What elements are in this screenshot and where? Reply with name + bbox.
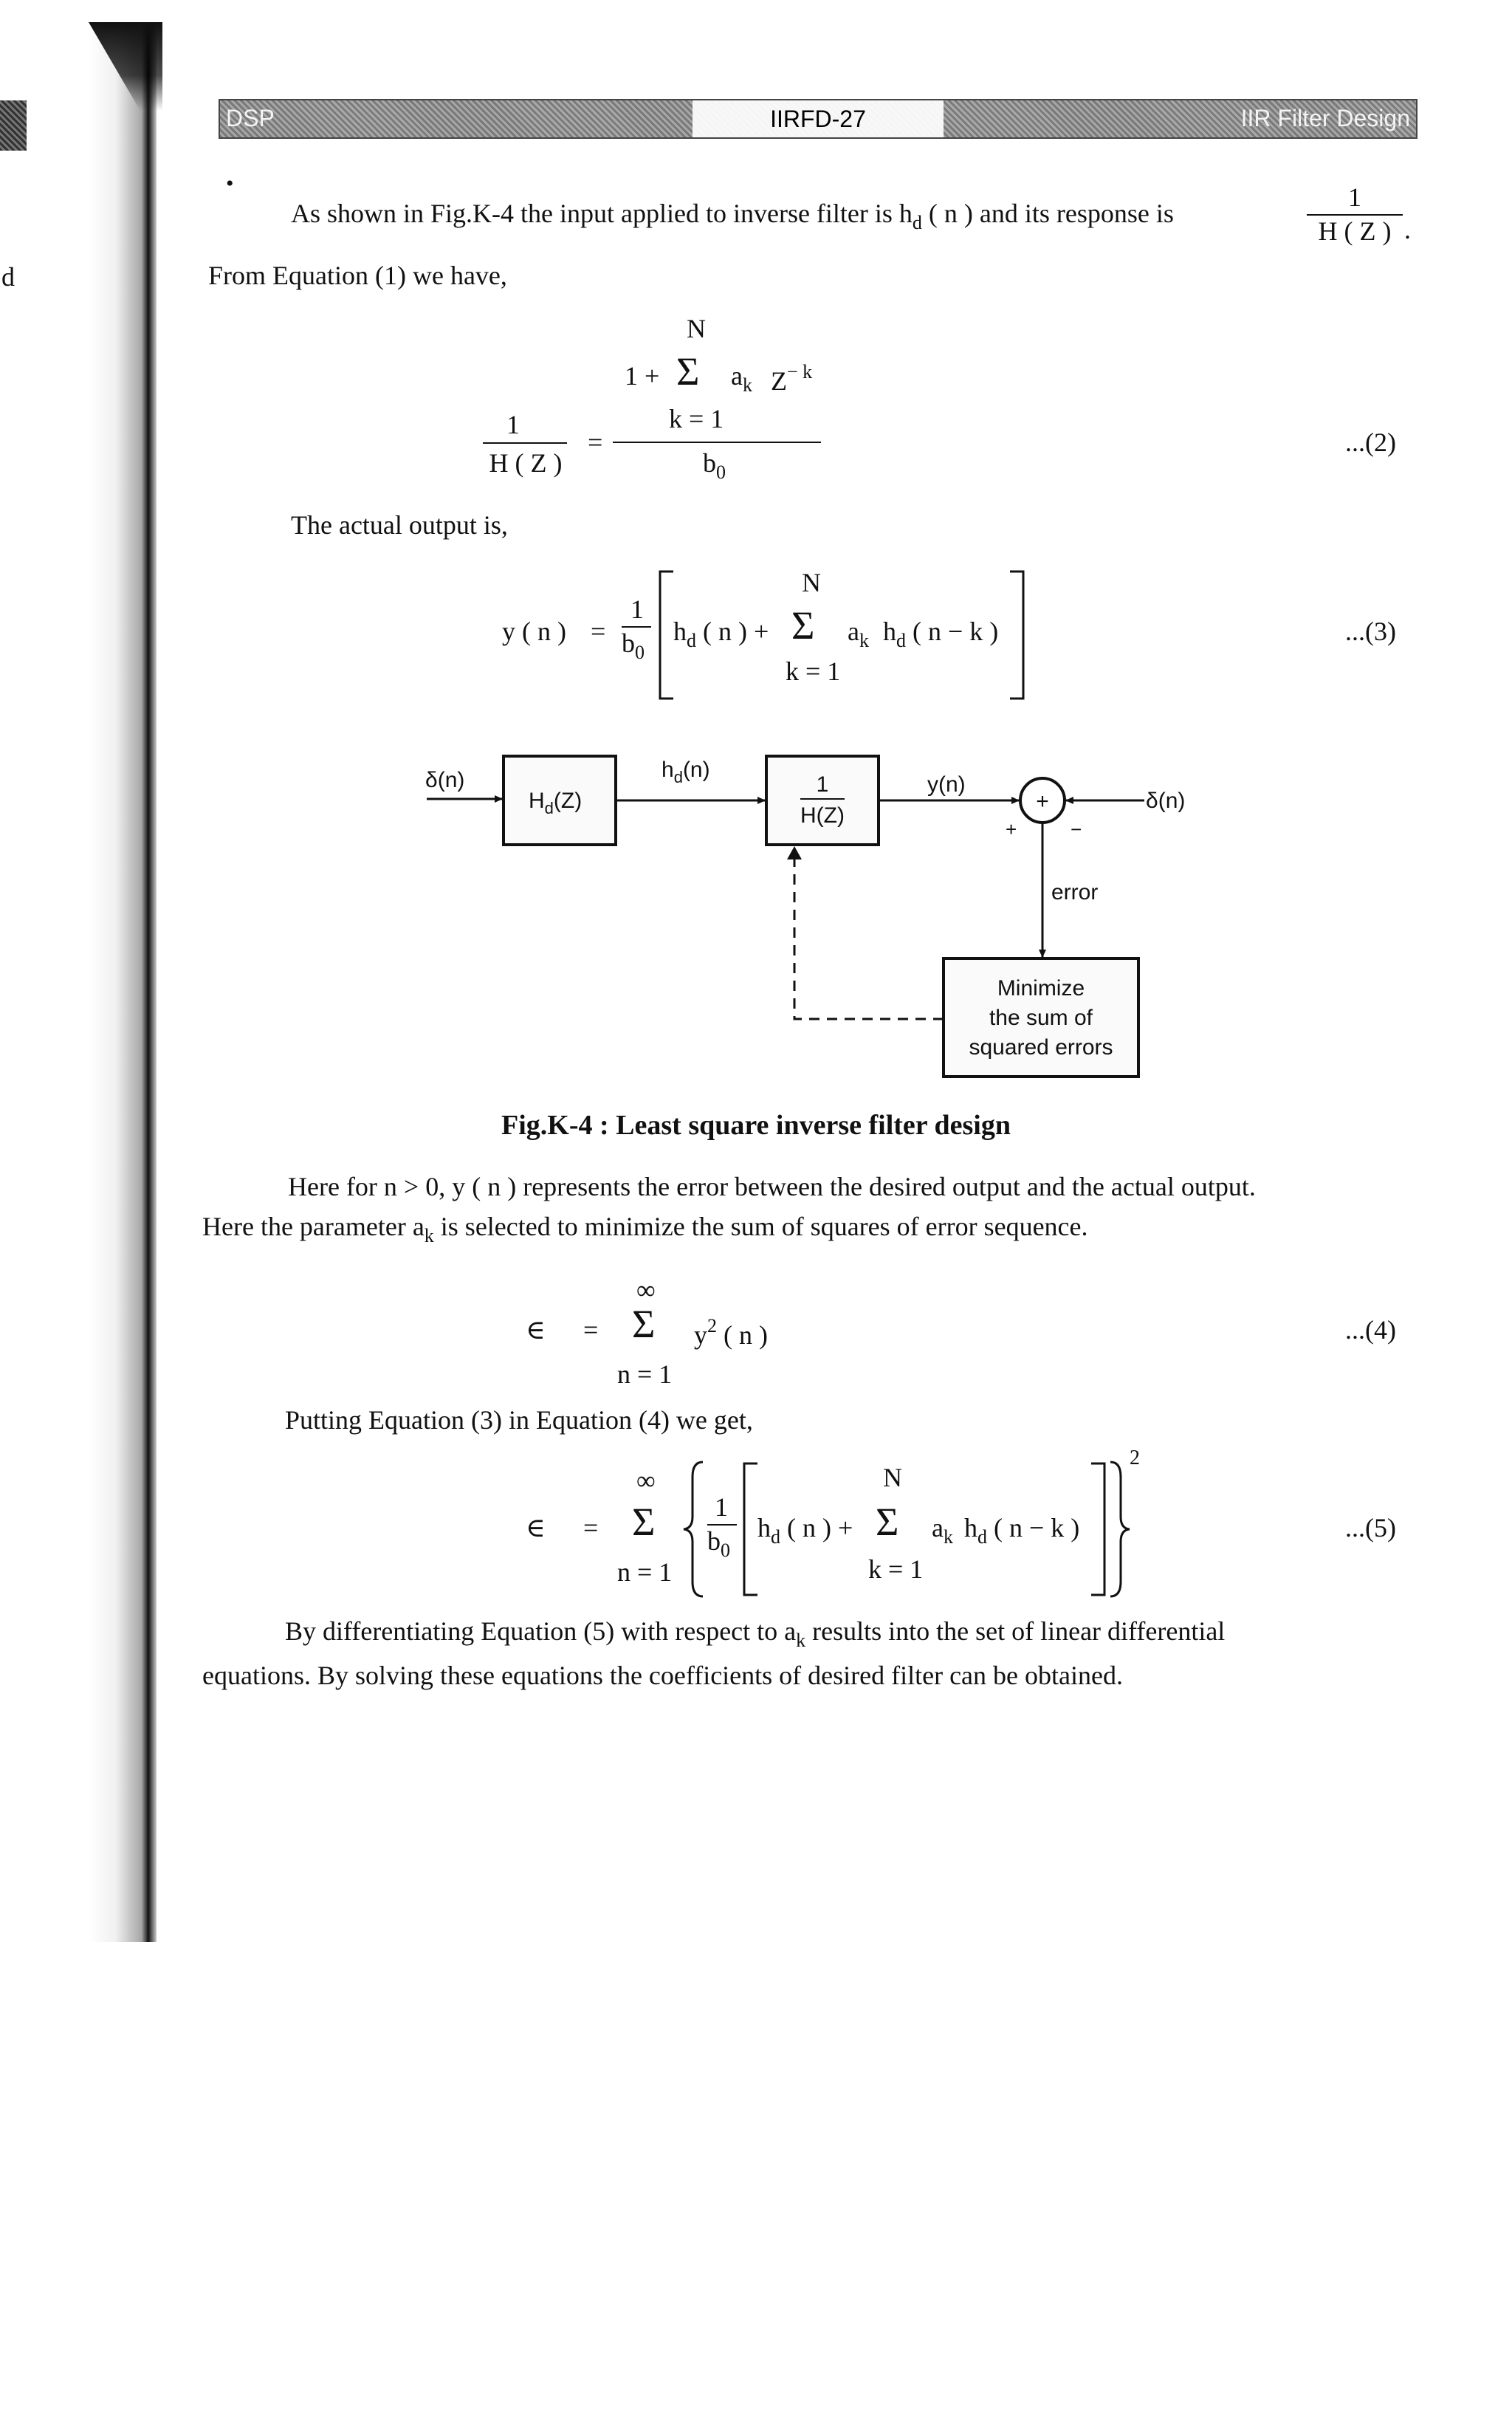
eq3-sigma: Σ — [791, 603, 815, 648]
eq5-sigma: Σ — [632, 1500, 656, 1544]
eq5-lhs: ∈ — [526, 1513, 546, 1542]
para2: From Equation (1) we have, — [208, 261, 507, 290]
feedback-dashed — [794, 857, 944, 1019]
summer-minus: − — [1071, 818, 1082, 840]
eq5-upper: ∞ — [636, 1466, 656, 1495]
diag-input-label: δ(n) — [425, 768, 465, 792]
eq3-h2: $h_d$ ( n − k ) — [883, 617, 999, 651]
eq3-lhs: y ( n ) — [502, 617, 566, 646]
para3: The actual output is, — [291, 510, 508, 540]
eq2-lhs-num: 1 — [506, 410, 520, 439]
minimize-line1: Minimize — [997, 976, 1085, 1001]
eq2-equals: = — [588, 428, 603, 457]
block-diagram — [0, 0, 1512, 1108]
para6-line2: equations. By solving these equations the coefficients of desired filter can be obtained. — [202, 1661, 1123, 1690]
eq2-number: ...(2) — [1345, 428, 1396, 457]
eq5-upper2: N — [883, 1463, 902, 1492]
eq4-upper: ∞ — [636, 1275, 656, 1305]
eq2-lower: k = 1 — [669, 404, 724, 433]
para1: As shown in Fig.K-4 the input applied to inverse filter is $h_d$ ( n ) and its response is — [291, 199, 1174, 233]
eq4-lhs: ∈ — [526, 1315, 546, 1345]
summer-plus: + — [1006, 818, 1017, 840]
para6-line1: By differentiating Equation (5) with respect to $a_k$ results into the set of linear differential — [285, 1616, 1226, 1651]
eq5-coef-num: 1 — [715, 1492, 728, 1522]
eq5-coef-bar — [707, 1524, 737, 1526]
diag-mid-label: $h_d(n)$ — [662, 758, 710, 786]
para5: Putting Equation (3) in Equation (4) we get, — [285, 1405, 753, 1435]
eq4-body: $y^2$ ( n ) — [694, 1315, 768, 1350]
eq4-equals: = — [583, 1315, 599, 1345]
eq5-number: ...(5) — [1345, 1513, 1396, 1542]
eq3-number: ...(3) — [1345, 617, 1396, 646]
minimize-line3: squared errors — [969, 1035, 1113, 1060]
eq4-lower: n = 1 — [617, 1359, 673, 1389]
eq2-term: $a_k$ — [731, 361, 752, 396]
eq3-h1: $h_d$ ( n ) + — [673, 617, 769, 651]
eq3-coef-num: 1 — [630, 594, 644, 624]
summer-symbol: + — [1036, 789, 1049, 814]
eq2-sigma: Σ — [676, 349, 700, 394]
eq2-z: $Z^{- k}$ — [771, 361, 813, 396]
eq3-coef-den: $b_0$ — [622, 628, 645, 663]
eq2-lhs-den: H ( Z ) — [489, 448, 563, 478]
eq3-a: $a_k$ — [848, 617, 869, 651]
eq5-coef-den: $b_0$ — [707, 1526, 730, 1561]
minimize-line2: the sum of — [989, 1006, 1093, 1030]
para1-period: . — [1404, 215, 1411, 244]
para1-fraction: 1 H ( Z ) — [1307, 182, 1403, 247]
eq5-lower2: k = 1 — [868, 1554, 924, 1584]
eq5-lower: n = 1 — [617, 1557, 673, 1587]
eq5-equals: = — [583, 1513, 599, 1542]
header-right: IIR Filter Design — [1240, 105, 1410, 131]
eq5-power: 2 — [1130, 1447, 1140, 1469]
eq5-right-brace — [1104, 1459, 1134, 1599]
eq2-lead: 1 + — [625, 361, 660, 391]
block-inverse-num: 1 — [816, 772, 829, 797]
diag-error-label: error — [1051, 880, 1099, 905]
figure-caption: Fig.K-4 : Least square inverse filter design — [501, 1110, 1011, 1141]
header-center: IIRFD-27 — [693, 100, 944, 137]
left-edge-letter: d — [1, 262, 15, 292]
diag-output-label: y(n) — [927, 772, 966, 797]
eq5-sigma2: Σ — [876, 1500, 899, 1544]
diag-ref-label: δ(n) — [1146, 789, 1186, 813]
eq2-den: $b_0$ — [703, 448, 726, 483]
para4-line1: Here for n > 0, y ( n ) represents the error between the desired output and the actual output. — [288, 1172, 1256, 1201]
eq5-h1: $h_d$ ( n ) + — [757, 1513, 853, 1548]
eq3-lower: k = 1 — [786, 656, 841, 686]
eq3-upper: N — [802, 568, 821, 597]
header-left: DSP — [226, 105, 275, 131]
feedback-arrowhead — [787, 846, 802, 859]
eq5-left-brace — [679, 1459, 709, 1599]
eq4-sigma: Σ — [632, 1302, 656, 1346]
block-inverse-den: H(Z) — [800, 803, 845, 828]
para4-line2: Here the parameter $a_k$ is selected to minimize the sum of squares of error sequence. — [202, 1212, 1088, 1246]
block-inverse — [766, 756, 879, 845]
eq3-equals: = — [591, 617, 606, 646]
eq4-number: ...(4) — [1345, 1315, 1396, 1345]
bullet-dot: • — [226, 171, 234, 196]
eq5-h2: $h_d$ ( n − k ) — [964, 1513, 1080, 1548]
block-hd-label: $H_d(Z)$ — [529, 789, 583, 817]
eq5-a: $a_k$ — [932, 1513, 953, 1548]
eq2-upper: N — [687, 314, 706, 343]
